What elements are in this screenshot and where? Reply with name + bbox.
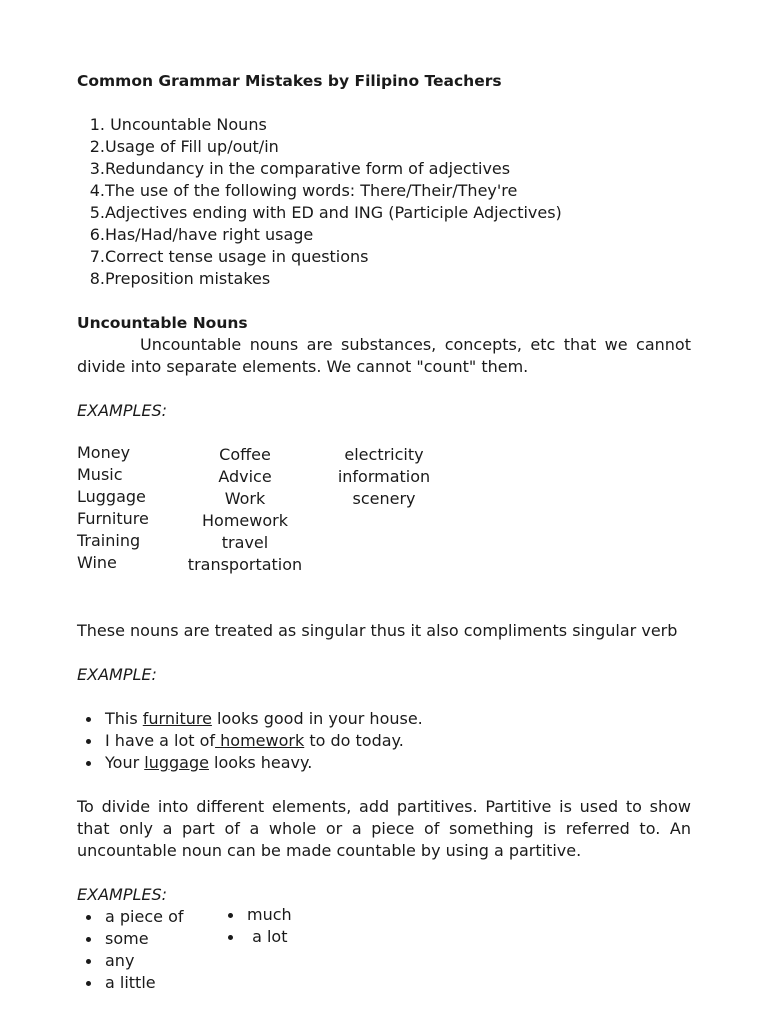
underlined-noun: homework	[215, 731, 305, 750]
partitive-item: a piece of	[77, 906, 217, 928]
topic-item: 7. Correct tense usage in questions	[89, 247, 369, 266]
topic-item: 5. Adjectives ending with ED and ING (Participle Adjectives)	[89, 203, 562, 222]
partitive-item: much	[219, 904, 359, 926]
document-title: Common Grammar Mistakes by Filipino Teachers	[77, 72, 502, 90]
topic-item: 8. Preposition mistakes	[89, 269, 271, 288]
partitive-item: some	[77, 928, 217, 950]
topic-item: 3. Redundancy in the comparative form of adjectives	[89, 159, 511, 178]
topic-item: 2. Usage of Fill up/out/in	[89, 137, 279, 156]
example-word: Luggage	[77, 487, 146, 506]
example-sentence: I have a lot of homework to do today.	[77, 730, 691, 752]
topic-list	[77, 114, 691, 290]
examples-column-1	[77, 442, 149, 574]
examples-label: EXAMPLES:	[77, 401, 168, 420]
underlined-noun: luggage	[144, 753, 209, 772]
underlined-noun: furniture	[142, 709, 212, 728]
partitive-list-left	[77, 906, 217, 994]
topic-item: 1. Uncountable Nouns	[89, 115, 267, 134]
example-sentence: This furniture looks good in your house.	[77, 708, 691, 730]
singular-note: These nouns are treated as singular thus it also compliments singular verb	[77, 621, 678, 640]
partitive-list-right	[219, 904, 359, 948]
example-word: Homework	[202, 511, 288, 530]
topic-item: 4. The use of the following words: There/Their/They're	[89, 181, 518, 200]
example-sentences	[77, 708, 691, 774]
topic-item: 6. Has/Had/have right usage	[89, 225, 314, 244]
section-heading: Uncountable Nouns	[77, 314, 248, 332]
example-word: Music	[77, 465, 123, 484]
example-word: Money	[77, 443, 131, 462]
example-word: scenery	[352, 489, 416, 508]
intro-paragraph: Uncountable nouns are substances, concepts, etc that we cannot divide into separate elements. We cannot "count" them.	[77, 335, 691, 376]
partitive-lists	[77, 906, 691, 994]
example-word: information	[337, 467, 431, 486]
partitive-item: any	[77, 950, 217, 972]
example-label: EXAMPLE:	[77, 665, 157, 684]
example-word: transportation	[187, 555, 303, 574]
examples-grid	[77, 444, 691, 576]
examples-column-3	[324, 444, 444, 510]
example-sentence: Your luggage looks heavy.	[77, 752, 691, 774]
examples-label-2: EXAMPLES:	[77, 885, 168, 904]
partitive-paragraph: To divide into different elements, add partitives. Partitive is used to show that only a part of a whole or a piece of something is referred to. An uncountable noun can be made countable by using a partitive.	[77, 797, 691, 860]
example-word: Furniture	[77, 509, 149, 528]
examples-column-2	[185, 444, 305, 576]
example-word: Work	[224, 489, 266, 508]
document-page	[77, 70, 691, 994]
example-word: travel	[221, 533, 269, 552]
partitive-item: a lot	[219, 926, 359, 948]
example-word: Coffee	[219, 445, 271, 464]
example-word: Training	[77, 531, 141, 550]
example-word: Wine	[77, 553, 117, 572]
partitive-item: a little	[77, 972, 217, 994]
example-word: electricity	[344, 445, 424, 464]
example-word: Advice	[218, 467, 272, 486]
